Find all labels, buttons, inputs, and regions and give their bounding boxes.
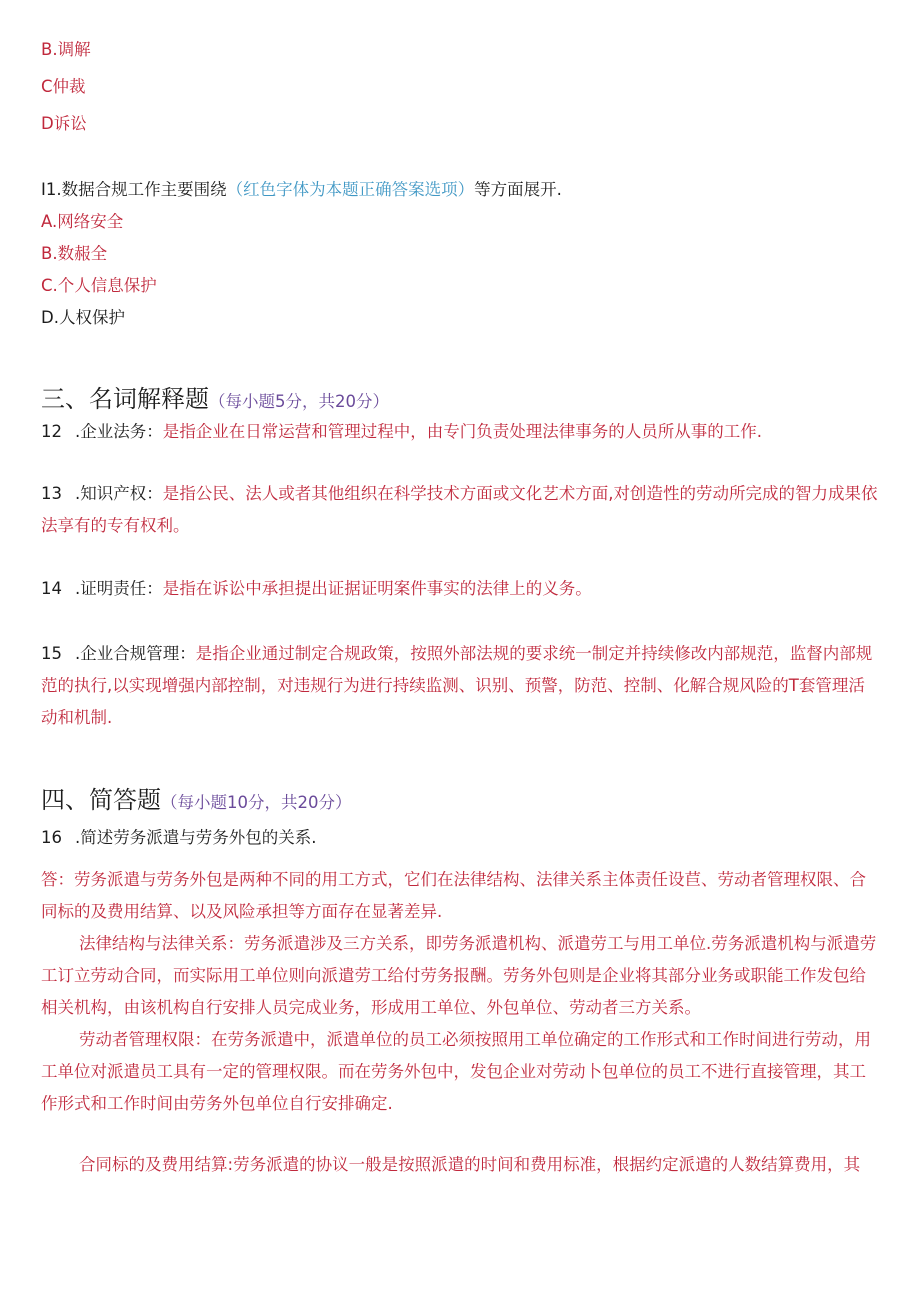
option-c-arbitration: C仲裁 <box>41 77 86 96</box>
term-title: .企业合规管理： <box>75 644 196 663</box>
term-15 <box>41 638 881 734</box>
question-11-stem-end: 等方面展开. <box>474 180 562 199</box>
term-definition: 是指企业通过制定合规政策，按照外部法规的要求统一制定并持续修改内部规范，监督内部规范的执行,以实现增强内部控制，对违规行为进行持续监测、识别、预警，防范、控制、化解合规风险的T套管理活动和机制. <box>41 644 873 727</box>
point-text: 劳务派遣的协议一般是按照派遣的时间和费用标准，根据约定派遣的人数结算费用，其 <box>233 1155 861 1174</box>
answer-point-legal-structure <box>41 928 881 1024</box>
q11-option-b: B.数赧全 <box>41 244 108 263</box>
question-number: 16 <box>41 828 62 847</box>
question-11-stem <box>41 180 562 200</box>
term-13 <box>41 478 881 542</box>
option-d-litigation: D诉讼 <box>41 114 87 133</box>
term-definition: 是指企业在日常运营和管理过程中，由专门负责处理法律事务的人员所从事的工作. <box>162 422 762 441</box>
answer-point-contract <box>41 1149 881 1181</box>
point-label: 合同标的及费用结算: <box>79 1155 234 1174</box>
section-3-heading <box>41 384 389 417</box>
question-16 <box>41 828 317 848</box>
term-title: .企业法务： <box>75 422 163 441</box>
answer-hint: （红色字体为本题正确答案选项） <box>226 180 475 199</box>
term-definition: 是指公民、法人或者其他组织在科学技术方面或文化艺术方面,对创造性的劳动所完成的智力成果依法享有的专有权利。 <box>41 484 878 535</box>
answer-point-management <box>41 1024 881 1120</box>
term-definition: 是指在诉讼中承担提出证据证明案件事实的法律上的义务。 <box>162 579 592 598</box>
point-text: 在劳务派遣中，派遣单位的员工必须按照用工单位确定的工作形式和工作时间进行劳动，用工单位对派遣员工具有一定的管理权限。而在劳务外包中，发包企业对劳动卜包单位的员工不进行直接管理，其工作形式和工作时间由劳务外包单位自行安排确定. <box>41 1030 871 1113</box>
term-14 <box>41 573 881 605</box>
section-3-title: 三、名词解释题 <box>41 385 209 413</box>
option-b-mediation: B.调解 <box>41 40 91 59</box>
point-label: 劳动者管理权限： <box>79 1030 211 1049</box>
section-4-heading <box>41 785 352 818</box>
question-11-stem-start: I1.数据合规工作主要围绕 <box>41 180 227 199</box>
section-3-note: （每小题5分，共20分） <box>209 392 389 411</box>
term-12 <box>41 416 881 448</box>
section-4-note: （每小题10分，共20分） <box>161 793 352 812</box>
section-4-title: 四、简答题 <box>41 786 161 814</box>
term-number: 14 <box>41 579 62 598</box>
q11-option-a: A.网络安全 <box>41 212 124 231</box>
term-title: .证明责任： <box>75 579 163 598</box>
question-text: .简述劳务派遣与劳务外包的关系. <box>75 828 317 847</box>
term-number: 12 <box>41 422 62 441</box>
term-title: .知识产权： <box>75 484 163 503</box>
point-text: 劳务派遣涉及三方关系，即劳务派遣机构、派遣劳工与用工单位.劳务派遣机构与派遣劳工订立劳动合同，而实际用工单位则向派遣劳工给付劳务报酬。劳务外包则是企业将其部分业务或职能工作发包给相关机构，由该机构自行安排人员完成业务，形成用工单位、外包单位、劳动者三方关系。 <box>41 934 877 1017</box>
term-number: 13 <box>41 484 62 503</box>
q11-option-c: C.个人信息保护 <box>41 276 157 295</box>
q11-option-d: D.人权保护 <box>41 308 125 327</box>
point-label: 法律结构与法律关系： <box>79 934 244 953</box>
term-number: 15 <box>41 644 62 663</box>
answer-intro: 答：劳务派遣与劳务外包是两种不同的用工方式，它们在法律结构、法律关系主体责任设苣、劳动者管理权限、合同标的及费用结算、以及风险承担等方面存在显著差异. <box>41 870 866 921</box>
